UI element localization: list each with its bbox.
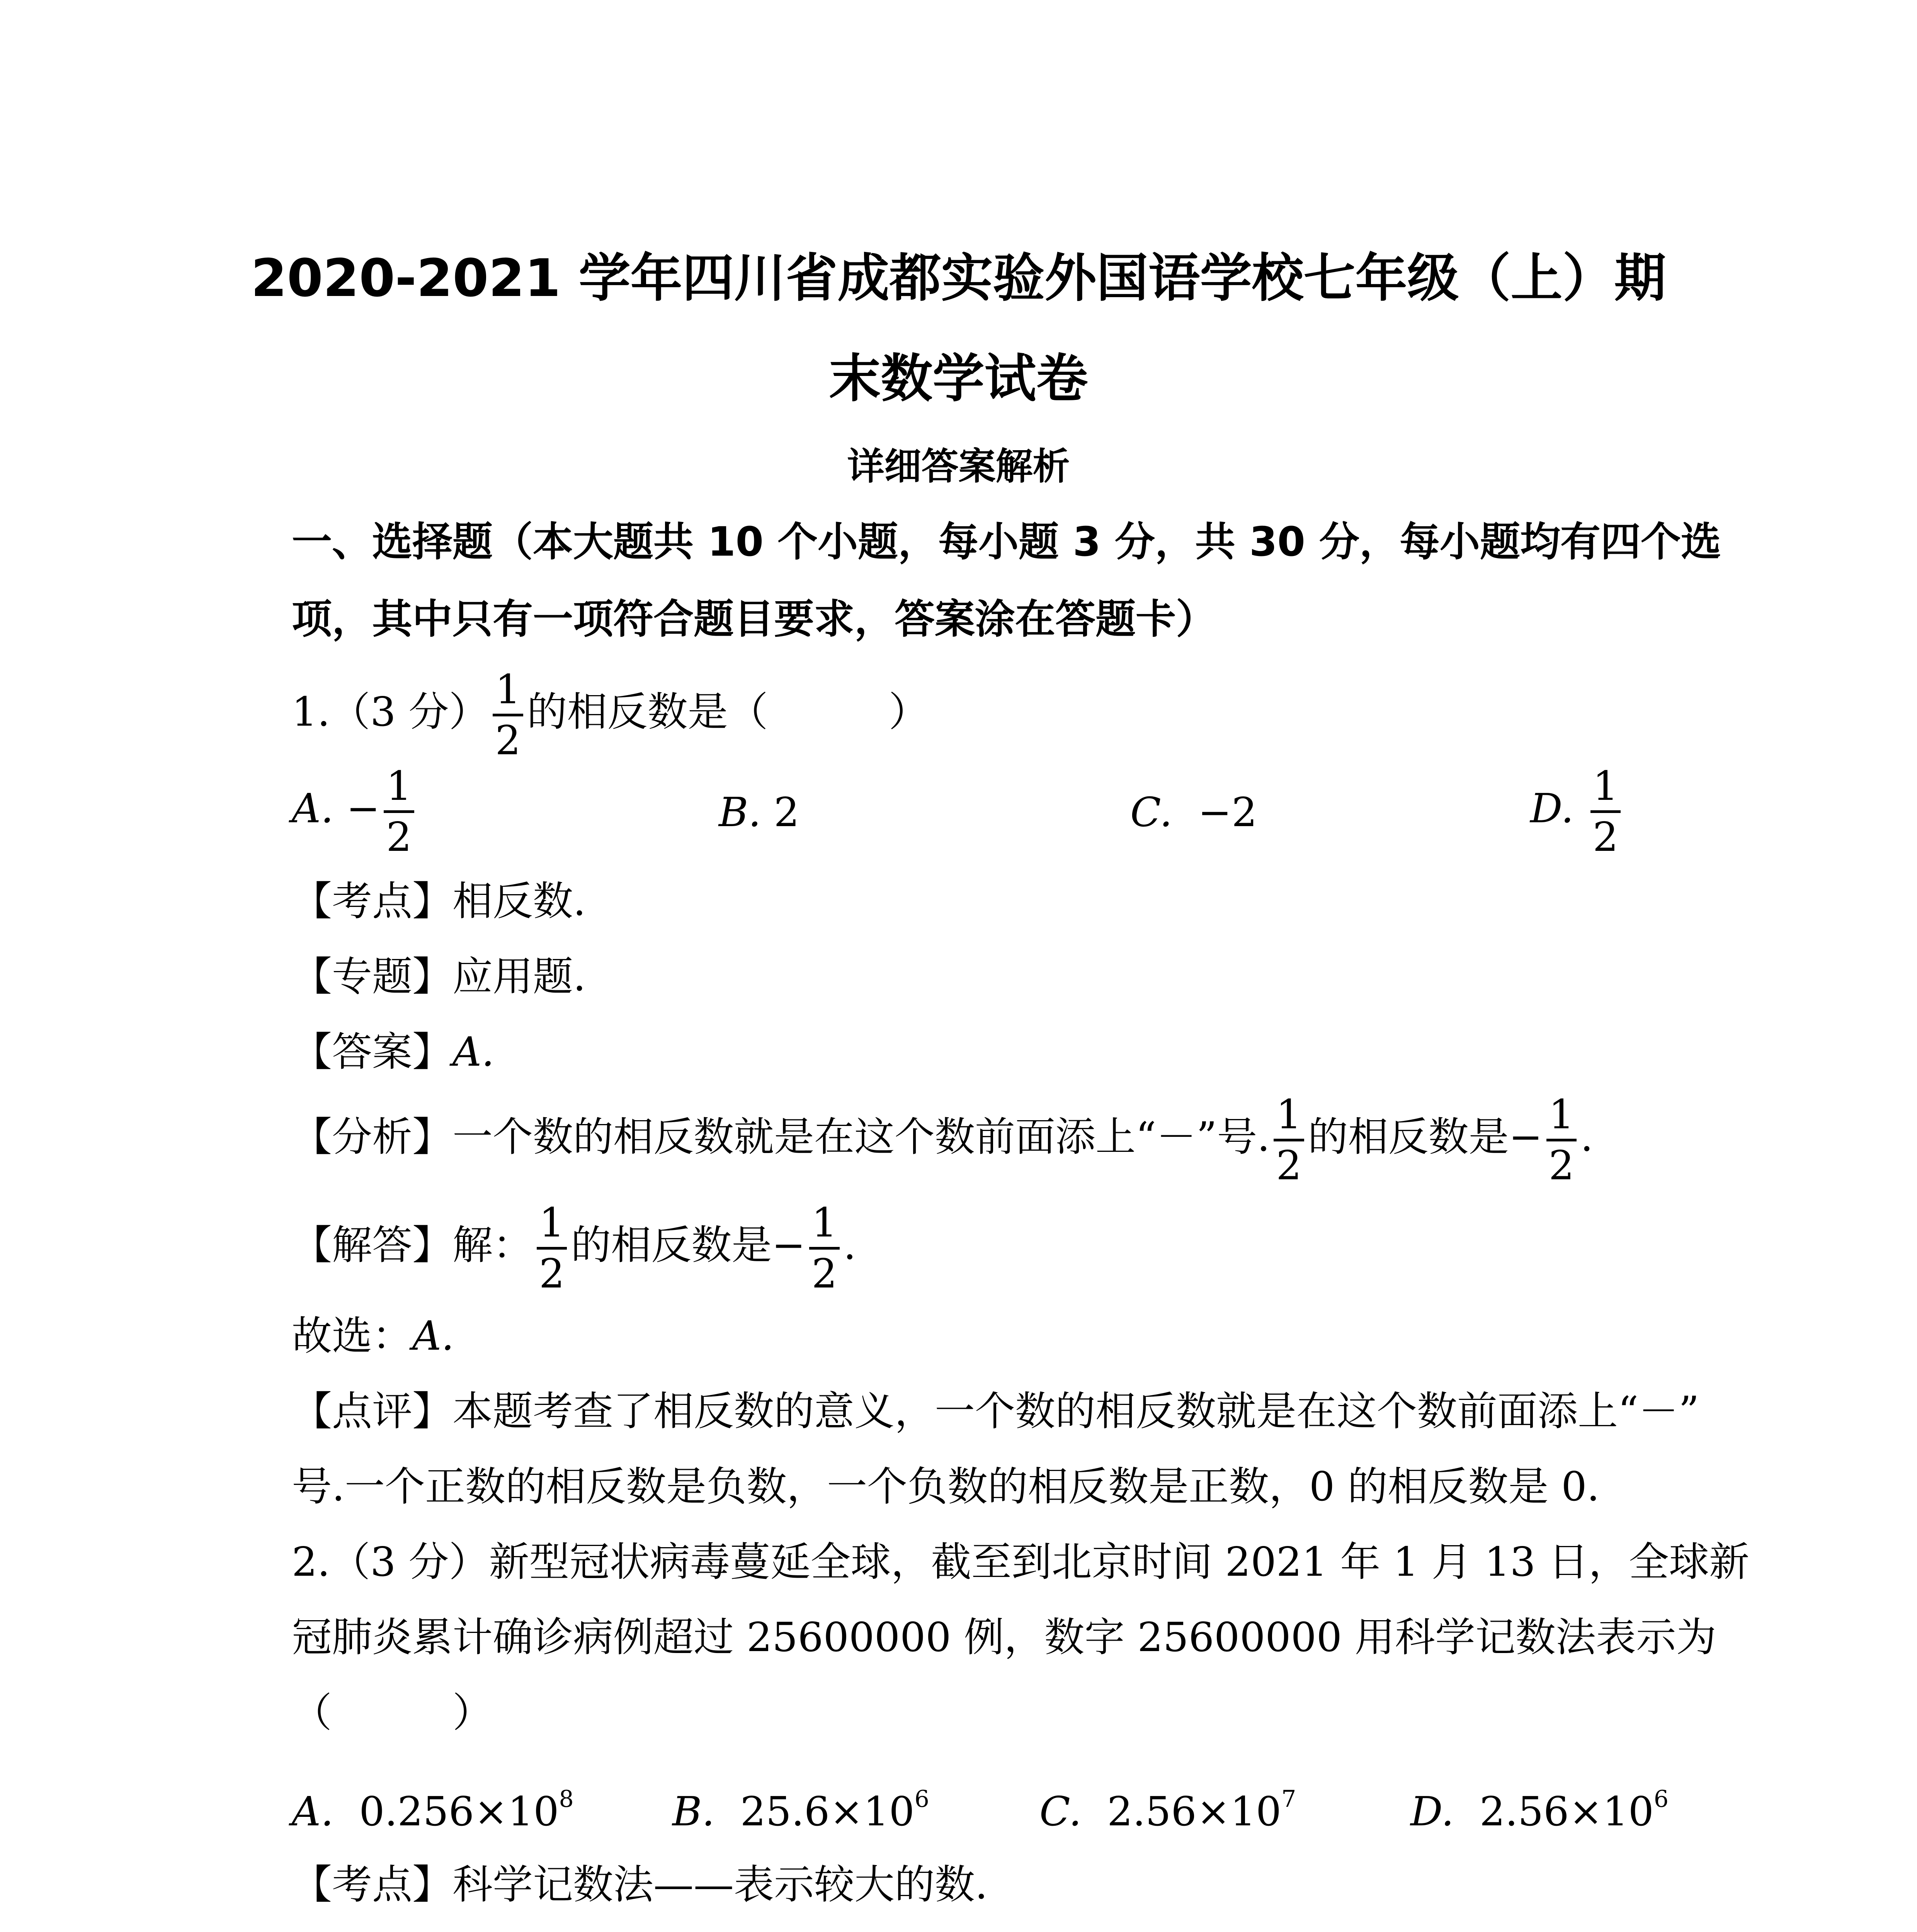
q1-kaodian: 【考点】相反数. <box>292 878 586 925</box>
q2-stem-line3: （ ） <box>292 1689 493 1736</box>
section-heading-line1: 一、选择题（本大题共 10 个小题，每小题 3 分，共 30 分，每小题均有四个选 <box>292 518 1721 565</box>
document-title-line1: 2020-2021 学年四川省成都实验外国语学校七年级（上）期 <box>251 248 1666 308</box>
question-1-prefix: 1.（3 分） <box>292 688 489 735</box>
section-heading-line2: 项，其中只有一项符合题目要求，答案涂在答题卡） <box>292 595 1216 643</box>
question-1-suffix: 的相反数是（ ） <box>527 688 929 735</box>
q1-dianping-line2: 号.一个正数的相反数是负数，一个负数的相反数是正数，0 的相反数是 0. <box>292 1463 1600 1510</box>
q2-option-d: D. $2.56\times 10^6$ <box>1410 1786 1669 1835</box>
q1-fenxi: 【分析】一个数的相反数就是在这个数前面添上“－”号. $\frac{1}{2}$ 的相反数是− $\frac{1}{2}$ . <box>292 1091 1593 1189</box>
q2-option-c: C. $2.56\times 10^7$ <box>1039 1786 1296 1835</box>
q2-option-a: A. $0.256\times 10^8$ <box>292 1786 574 1835</box>
q2-kaodian: 【考点】科学记数法——表示较大的数. <box>292 1861 988 1908</box>
fraction-one-half: $\frac{1}{2}$ <box>493 668 523 762</box>
q1-answer: 【答案】A. <box>292 1028 495 1075</box>
document-title-line2: 末数学试卷 <box>829 349 1088 409</box>
q2-option-b: B. $25.6\times 10^6$ <box>672 1786 929 1835</box>
question-1-stem <box>292 668 929 762</box>
option-b: B. 2 <box>719 789 799 836</box>
q1-zhuanti: 【专题】应用题. <box>292 953 586 1000</box>
q1-jieda: 【解答】解： $\frac{1}{2}$ 的相反数是− $\frac{1}{2}$ . <box>292 1199 856 1298</box>
option-d: D. $\frac{1}{2}$ <box>1530 765 1624 858</box>
q1-guxuan: 故选：A. <box>292 1312 454 1359</box>
q2-stem-line2: 冠肺炎累计确诊病例超过 25600000 例，数字 25600000 用科学记数法表示为 <box>292 1614 1716 1661</box>
document-subtitle: 详细答案解析 <box>847 445 1070 488</box>
option-a: A. − $\frac{1}{2}$ <box>292 765 418 858</box>
option-c: C. −2 <box>1130 789 1257 836</box>
q1-dianping-line1: 【点评】本题考查了相反数的意义，一个数的相反数就是在这个数前面添上“－” <box>292 1388 1699 1435</box>
q2-stem-line1: 2.（3 分）新型冠状病毒蔓延全球，截至到北京时间 2021 年 1 月 13 日，全球新 <box>292 1538 1749 1585</box>
